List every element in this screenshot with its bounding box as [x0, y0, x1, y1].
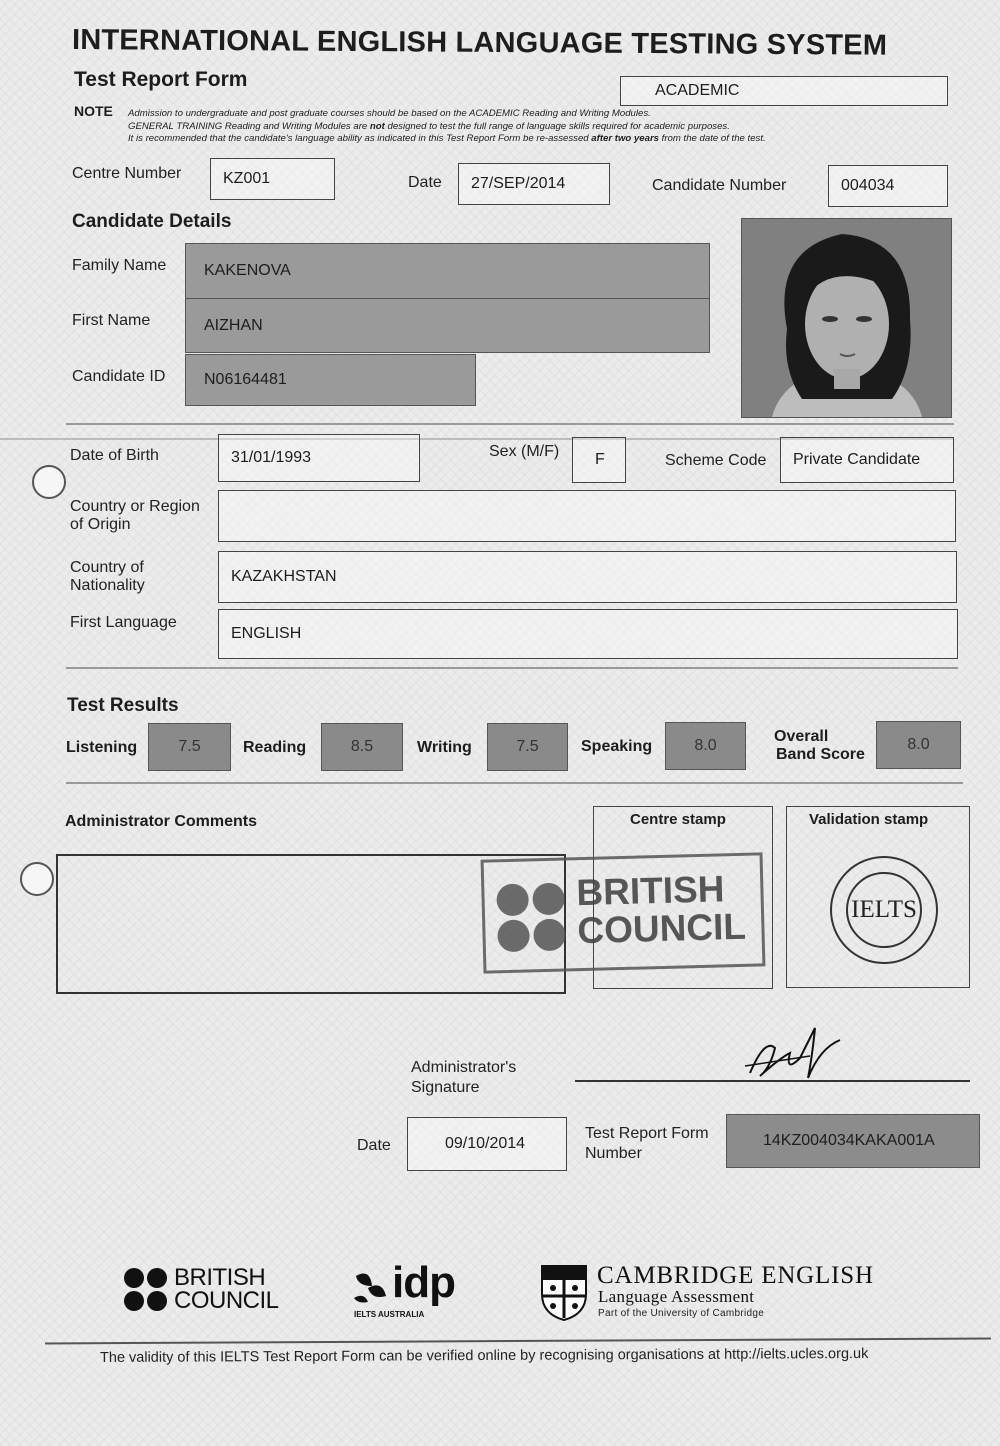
admin-comments-label: Administrator Comments: [65, 813, 258, 830]
issue-date-field: 09/10/2014: [407, 1117, 567, 1171]
stamp-dot: [532, 883, 565, 916]
stamp-dot: [496, 883, 529, 916]
reading-score: 8.5: [321, 723, 403, 771]
first-language-field: ENGLISH: [218, 609, 958, 659]
footer-divider: [45, 1338, 991, 1344]
nationality-field: KAZAKHSTAN: [218, 551, 957, 603]
cambridge-shield-icon: [540, 1264, 588, 1322]
centre-stamp-label: Centre stamp: [630, 811, 726, 828]
logo-dot: [124, 1268, 144, 1288]
stamp-dot: [533, 919, 566, 952]
note-line-3: It is recommended that the candidate's language ability as indicated in this Test Report Form be re-assessed after two years from the date of the test.: [128, 133, 766, 144]
candidate-id-field: N06164481: [185, 354, 476, 406]
centre-number-label: Centre Number: [72, 165, 182, 182]
logo-dot: [147, 1268, 167, 1288]
idp-logo: [352, 1258, 467, 1322]
punch-hole: [20, 862, 54, 896]
test-date-label: Date: [408, 174, 442, 191]
scheme-code-field: Private Candidate: [780, 437, 954, 483]
country-origin-field: [218, 490, 956, 542]
stamp-dot: [497, 919, 530, 952]
british-council-stamp: [481, 852, 766, 973]
listening-score: 7.5: [148, 723, 231, 771]
cambridge-tagline: Part of the University of Cambridge: [598, 1308, 765, 1319]
listening-label: Listening: [66, 739, 138, 756]
validation-stamp-label: Validation stamp: [809, 811, 929, 828]
cambridge-title: CAMBRIDGE ENGLISH: [597, 1262, 874, 1289]
divider: [66, 423, 954, 425]
idp-leaf-icon: [352, 1268, 388, 1304]
nationality-label: Country of Nationality: [70, 559, 145, 594]
note-text: [128, 108, 766, 146]
trf-number-label: Test Report Form Number: [585, 1125, 709, 1162]
candidate-number-label: Candidate Number: [652, 177, 787, 194]
candidate-number-field: 004034: [828, 165, 948, 207]
overall-band-label: Overall Band Score: [774, 728, 865, 763]
sex-label: Sex (M/F): [489, 443, 560, 460]
writing-score: 7.5: [487, 723, 568, 771]
divider: [66, 667, 958, 669]
note-label: NOTE: [74, 103, 113, 119]
first-name-field: AIZHAN: [185, 298, 710, 353]
test-results-heading: Test Results: [67, 695, 179, 716]
form-subtitle: Test Report Form: [74, 68, 248, 91]
candidate-id-label: Candidate ID: [72, 368, 166, 385]
signature-scribble: [740, 1018, 850, 1086]
cambridge-subtitle: Language Assessment: [598, 1287, 755, 1306]
trf-number-field: 14KZ004034KAKA001A: [726, 1114, 980, 1168]
scheme-code-label: Scheme Code: [665, 452, 767, 469]
candidate-details-heading: Candidate Details: [72, 211, 232, 232]
reading-label: Reading: [243, 739, 307, 756]
logo-dot: [147, 1291, 167, 1311]
validity-note: The validity of this IELTS Test Report Form can be verified online by recognising organisations at http://ielts.ucles.org.uk: [99, 1345, 869, 1366]
dob-label: Date of Birth: [70, 447, 159, 464]
family-name-label: Family Name: [72, 257, 167, 274]
admin-signature-label: Administrator's Signature: [411, 1059, 517, 1096]
stamp-text: BRITISH COUNCIL: [575, 868, 747, 952]
bc-logo-text: BRITISH COUNCIL: [174, 1264, 279, 1314]
test-date-field: 27/SEP/2014: [458, 163, 610, 205]
candidate-photo: [741, 218, 952, 418]
british-council-logo: [124, 1266, 284, 1316]
first-language-label: First Language: [70, 614, 177, 631]
idp-text: idp: [392, 1258, 455, 1307]
module-box: [620, 76, 948, 106]
overall-score: 8.0: [876, 721, 961, 769]
form-title: INTERNATIONAL ENGLISH LANGUAGE TESTING SYSTEM: [71, 24, 888, 62]
family-name-field: KAKENOVA: [185, 243, 710, 299]
portrait-illustration: [742, 219, 951, 417]
ielts-validation-seal: [830, 856, 938, 964]
divider: [66, 782, 963, 784]
note-line-1: Admission to undergraduate and post graduate courses should be based on the ACADEMIC Reading and Writing Modules.: [128, 108, 651, 119]
issue-date-label: Date: [357, 1137, 391, 1154]
dob-field: 31/01/1993: [218, 434, 420, 482]
first-name-label: First Name: [72, 312, 151, 329]
centre-number-field: KZ001: [210, 158, 335, 200]
idp-subtext: IELTS AUSTRALIA: [354, 1310, 425, 1319]
seal-text: IELTS: [851, 896, 917, 923]
logo-dot: [124, 1291, 144, 1311]
module-value: ACADEMIC: [655, 82, 740, 99]
writing-label: Writing: [417, 739, 472, 756]
country-origin-label: Country or Region of Origin: [70, 498, 200, 533]
speaking-score: 8.0: [665, 722, 746, 770]
sex-field: F: [572, 437, 626, 483]
cambridge-logo: [540, 1262, 890, 1324]
punch-hole: [32, 465, 66, 499]
speaking-label: Speaking: [581, 738, 653, 755]
note-line-2: GENERAL TRAINING Reading and Writing Modules are not designed to test the full range of language skills required for academic purposes.: [128, 120, 730, 132]
